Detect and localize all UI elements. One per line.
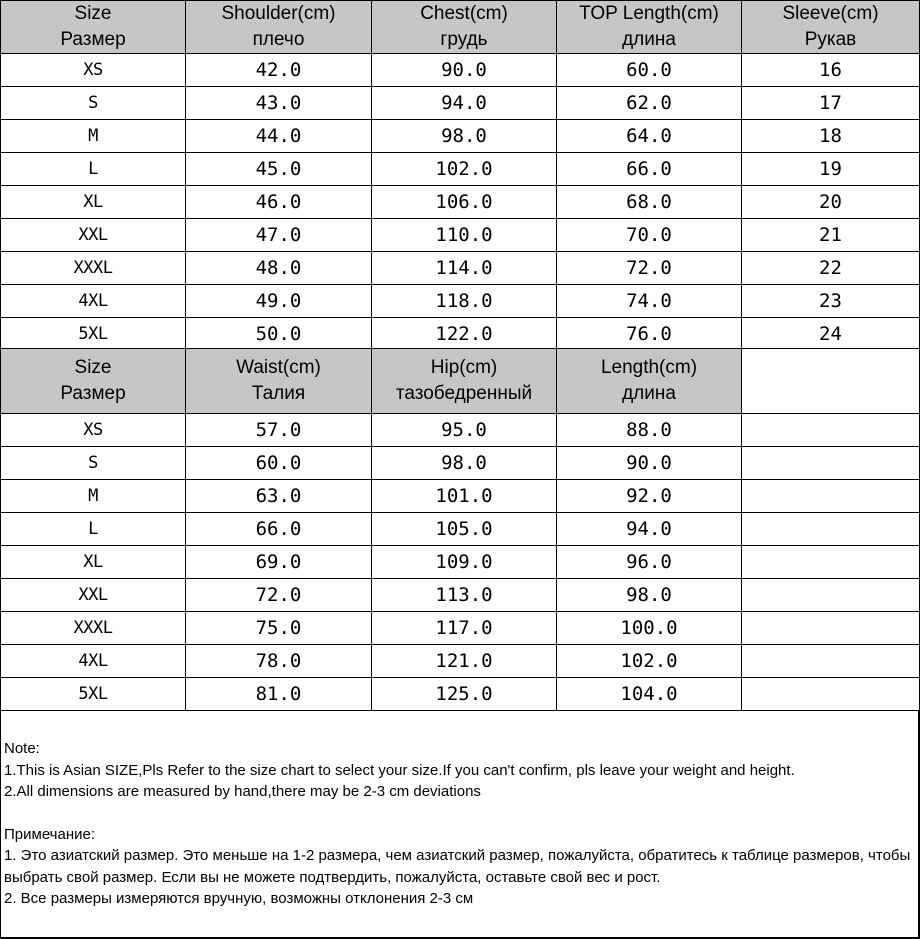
empty-cell [742,447,920,480]
table-row [1,612,920,645]
table-row [1,645,920,678]
size-cell: S [1,447,186,480]
value-cell: 114.0 [372,252,557,285]
size-cell: XXL [1,579,186,612]
size-cell: S [1,87,186,120]
table-row [1,579,920,612]
empty-cell [742,678,920,711]
value-cell: 70.0 [557,219,742,252]
empty-cell [742,414,920,447]
size-cell: XL [1,546,186,579]
value-cell: 68.0 [557,186,742,219]
value-cell: 75.0 [186,612,372,645]
value-cell: 102.0 [372,153,557,186]
value-cell: 64.0 [557,120,742,153]
value-cell: 88.0 [557,414,742,447]
value-cell: 49.0 [186,285,372,318]
table-row [1,678,920,711]
value-cell: 96.0 [557,546,742,579]
size-table-top [0,0,920,351]
bottom-table-header-row [1,349,920,414]
value-cell: 16 [742,54,920,87]
header-length: Length(cm) длина [557,349,742,414]
empty-cell [742,579,920,612]
value-cell: 21 [742,219,920,252]
header-size: Size Размер [1,349,186,414]
value-cell: 101.0 [372,480,557,513]
size-cell: L [1,153,186,186]
value-cell: 81.0 [186,678,372,711]
value-cell: 110.0 [372,219,557,252]
table-row [1,186,920,219]
header-chest: Chest(cm) грудь [372,1,557,54]
size-cell: XS [1,54,186,87]
value-cell: 78.0 [186,645,372,678]
value-cell: 104.0 [557,678,742,711]
table-row [1,87,920,120]
size-cell: 5XL [1,318,186,351]
size-cell: 5XL [1,678,186,711]
table-row [1,414,920,447]
value-cell: 125.0 [372,678,557,711]
value-cell: 45.0 [186,153,372,186]
size-table-bottom [0,348,920,711]
value-cell: 24 [742,318,920,351]
value-cell: 98.0 [372,120,557,153]
header-shoulder: Shoulder(cm) плечо [186,1,372,54]
table-row [1,285,920,318]
size-cell: XXXL [1,252,186,285]
header-hip: Hip(cm) тазобедренный [372,349,557,414]
header-empty-cell [742,349,920,414]
table-row [1,546,920,579]
value-cell: 98.0 [557,579,742,612]
value-cell: 72.0 [186,579,372,612]
header-size: Size Размер [1,1,186,54]
size-cell: M [1,480,186,513]
value-cell: 23 [742,285,920,318]
size-cell: 4XL [1,645,186,678]
header-top-length: TOP Length(cm) длина [557,1,742,54]
value-cell: 90.0 [372,54,557,87]
value-cell: 109.0 [372,546,557,579]
value-cell: 43.0 [186,87,372,120]
size-cell: XS [1,414,186,447]
value-cell: 19 [742,153,920,186]
size-cell: XL [1,186,186,219]
value-cell: 74.0 [557,285,742,318]
note-ru-1: 1. Это азиатский размер. Это меньше на 1-2 размера, чем азиатский размер, пожалуйста, обратитесь к таблице размеров, чтобы выбрать свой размер. Если вы не можете подтвердить, пожалуйста, оставьте свой вес и рост. [4,847,911,886]
size-cell: M [1,120,186,153]
value-cell: 66.0 [186,513,372,546]
value-cell: 95.0 [372,414,557,447]
table-row [1,219,920,252]
table-row [1,252,920,285]
value-cell: 57.0 [186,414,372,447]
value-cell: 90.0 [557,447,742,480]
size-cell: XXL [1,219,186,252]
value-cell: 17 [742,87,920,120]
table-row [1,447,920,480]
size-cell: L [1,513,186,546]
empty-cell [742,612,920,645]
empty-cell [742,513,920,546]
note-title-ru: Примечание: [4,825,95,843]
header-waist: Waist(cm) Талия [186,349,372,414]
top-table-header-row [1,1,920,54]
table-row [1,513,920,546]
table-row [1,153,920,186]
size-cell: 4XL [1,285,186,318]
table-row [1,54,920,87]
value-cell: 18 [742,120,920,153]
value-cell: 47.0 [186,219,372,252]
value-cell: 98.0 [372,447,557,480]
table-row [1,318,920,351]
value-cell: 105.0 [372,513,557,546]
note-title-en: Note: [4,740,40,757]
value-cell: 22 [742,252,920,285]
value-cell: 117.0 [372,612,557,645]
value-cell: 118.0 [372,285,557,318]
size-cell: XXXL [1,612,186,645]
value-cell: 72.0 [557,252,742,285]
value-cell: 42.0 [186,54,372,87]
value-cell: 44.0 [186,120,372,153]
value-cell: 63.0 [186,480,372,513]
notes-box [0,710,919,938]
header-sleeve: Sleeve(cm) Рукав [742,1,920,54]
value-cell: 100.0 [557,612,742,645]
value-cell: 121.0 [372,645,557,678]
value-cell: 20 [742,186,920,219]
empty-cell [742,546,920,579]
value-cell: 102.0 [557,645,742,678]
value-cell: 46.0 [186,186,372,219]
value-cell: 76.0 [557,318,742,351]
value-cell: 94.0 [557,513,742,546]
note-en-1: 1.This is Asian SIZE,Pls Refer to the size chart to select your size.If you can't confirm, pls leave your weight and height. [4,761,795,779]
value-cell: 66.0 [557,153,742,186]
empty-cell [742,645,920,678]
empty-cell [742,480,920,513]
value-cell: 92.0 [557,480,742,513]
value-cell: 122.0 [372,318,557,351]
value-cell: 94.0 [372,87,557,120]
value-cell: 69.0 [186,546,372,579]
note-en-2: 2.All dimensions are measured by hand,there may be 2-3 cm deviations [4,783,481,800]
table-row [1,120,920,153]
value-cell: 60.0 [557,54,742,87]
value-cell: 113.0 [372,579,557,612]
value-cell: 60.0 [186,447,372,480]
value-cell: 50.0 [186,318,372,351]
note-ru-2: 2. Все размеры измеряются вручную, возможны отклонения 2-3 см [4,890,474,907]
value-cell: 62.0 [557,87,742,120]
table-row [1,480,920,513]
value-cell: 106.0 [372,186,557,219]
note-spacer [1,803,918,824]
value-cell: 48.0 [186,252,372,285]
